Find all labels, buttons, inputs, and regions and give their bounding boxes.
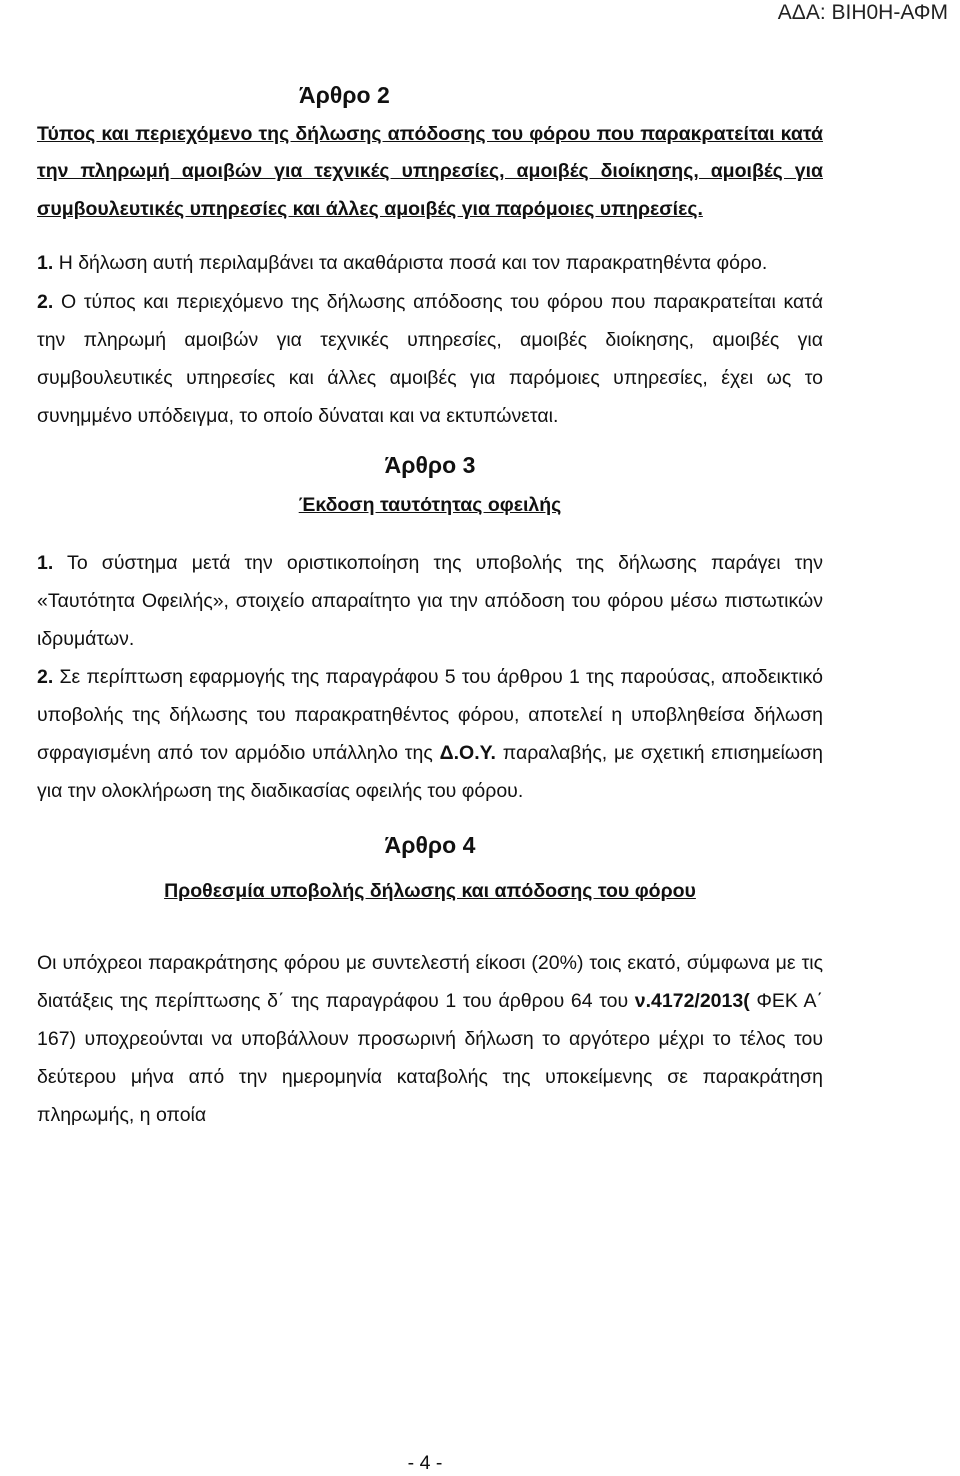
article-4-heading: Άρθρο 4	[384, 831, 476, 858]
article-4-subheading: Προθεσμία υποβολής δήλωσης και απόδοσης του φόρου	[164, 879, 696, 902]
item-number: 2.	[37, 665, 54, 688]
ada-code: ΑΔΑ: ΒΙΗ0Η-ΑΦΜ	[777, 1, 948, 24]
page-number: - 4 -	[407, 1452, 443, 1474]
article-2-item-2	[37, 283, 823, 435]
article-2-title: Τύπος και περιεχόμενο της δήλωσης απόδοσης του φόρου που παρακρατείται κατά την πληρωμή αμοιβών για τεχνικές υπηρεσίες, αμοιβές διοίκησης, αμοιβές για συμβουλευτικές υπηρεσίες και άλλες αμοιβές για παρόμοιες υπηρεσίες.	[37, 123, 823, 220]
document-page	[37, 80, 823, 1134]
office-abbreviation: Δ.Ο.Υ.	[439, 741, 496, 764]
item-text: Σε περίπτωση εφαρμογής της παραγράφου 5 του άρθρου 1 της παρούσας, αποδεικτικό υποβολής της δήλωσης του παρακρατηθέντος φόρου, αποτελεί η υποβληθείσα δήλωση σφραγισμένη από τον αρμόδιο υπάλληλο της	[37, 665, 823, 764]
law-reference: ν.4172/2013(	[634, 989, 750, 1012]
item-text: Το σύστημα μετά την οριστικοποίηση της υποβολής της δήλωσης παράγει την «Ταυτότητα Οφειλής», στοιχείο απαραίτητο για την απόδοση του φόρου μέσω πιστωτικών ιδρυμάτων.	[37, 551, 823, 650]
item-number: 1.	[37, 251, 54, 274]
article-4-paragraph	[37, 944, 823, 1134]
article-3-heading: Άρθρο 3	[384, 451, 476, 478]
item-number: 2.	[37, 290, 54, 313]
item-text: Ο τύπος και περιεχόμενο της δήλωσης απόδοσης του φόρου που παρακρατείται κατά την πληρωμή αμοιβών για τεχνικές υπηρεσίες, αμοιβές διοίκησης, αμοιβές για συμβουλευτικές υπηρεσίες και άλλες αμοιβές για παρόμοιες υπηρεσίες, έχει ως το συνημμένο υπόδειγμα, το οποίο δύναται και να εκτυπώνεται.	[37, 290, 824, 427]
paragraph-start: Οι υπόχρεοι παρακράτησης φόρου με συντελεστή είκοσι (20%) τοις εκατό, σύμφωνα με τις διατάξεις της περίπτωσης δ΄ της παραγράφου 1 του άρθρου 64 του	[37, 951, 823, 1012]
article-2-item-1	[37, 244, 823, 282]
item-text: Η δήλωση αυτή περιλαμβάνει τα ακαθάριστα ποσά και τον παρακρατηθέντα φόρο.	[58, 251, 768, 274]
article-3-item-1	[37, 544, 823, 658]
item-text-tail: παραλαβής, με σχετική επισημείωση για την ολοκλήρωση της διαδικασίας οφειλής του φόρου.	[37, 741, 823, 802]
paragraph-end: ΦΕΚ Α΄ 167) υποχρεούνται να υποβάλλουν προσωρινή δήλωση το αργότερο μέχρι το τέλος του δεύτερου μήνα από την ημερομηνία καταβολής της υποκείμενης σε παρακράτηση πληρωμής, η οποία	[37, 989, 823, 1126]
item-number: 1.	[37, 551, 54, 574]
article-2-heading: Άρθρο 2	[299, 82, 390, 108]
article-3-subheading: Έκδοση ταυτότητας οφειλής	[298, 493, 562, 516]
article-3-item-2	[37, 658, 823, 810]
